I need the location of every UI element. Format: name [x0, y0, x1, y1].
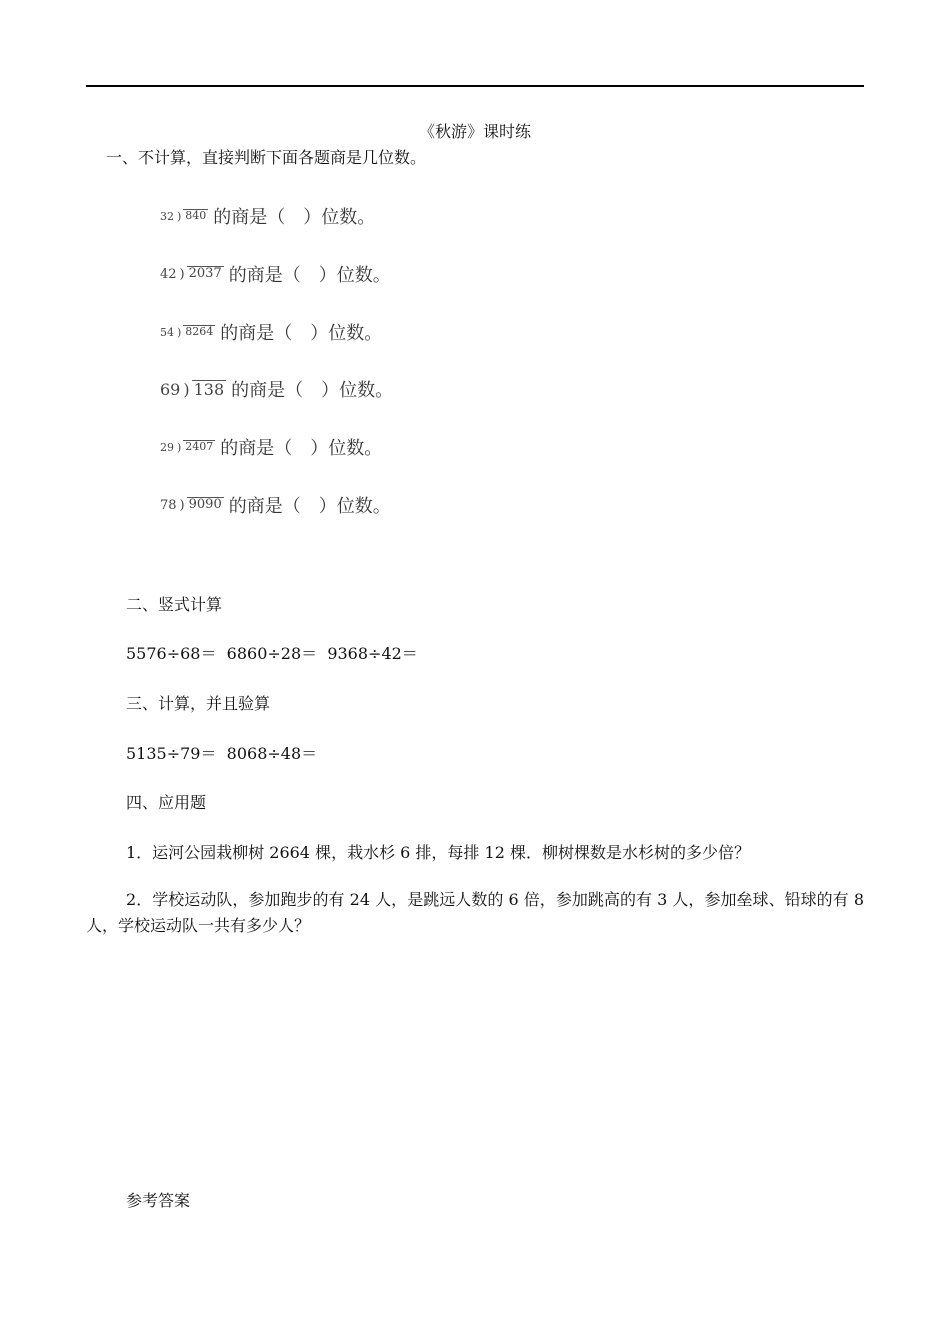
document-title: 《秋游》课时练 [418, 122, 531, 141]
division-bracket: ) [183, 379, 190, 399]
question-text: 的商是（ ）位数。 [220, 323, 383, 344]
question-text: 的商是（ ）位数。 [228, 265, 391, 286]
division-bracket: ) [177, 209, 182, 223]
dividend: 8264 [185, 325, 214, 339]
section-2-problems: 5576÷68＝ 6860÷28＝ 9368÷42＝ [126, 644, 418, 663]
divisor: 42 [160, 266, 177, 282]
division-bracket: ) [179, 266, 185, 282]
answers-heading: 参考答案 [126, 1191, 191, 1210]
division-item-2 [160, 259, 391, 289]
section-4-heading: 四、应用题 [126, 793, 207, 812]
dividend: 840 [185, 209, 207, 223]
divisor: 69 [160, 379, 181, 399]
question-text: 的商是（ ）位数。 [231, 380, 394, 401]
divisor: 78 [160, 497, 177, 513]
section-3-heading: 三、计算，并且验算 [126, 694, 271, 713]
division-bracket: ) [177, 440, 182, 454]
divisor: 54 [160, 325, 174, 339]
dividend: 138 [193, 379, 225, 399]
dividend: 9090 [188, 497, 222, 513]
division-item-3 [160, 317, 382, 347]
divisor: 29 [160, 440, 174, 454]
header-rule [86, 85, 864, 87]
section-1-heading: 一、不计算，直接判断下面各题商是几位数。 [106, 148, 427, 167]
section-3-problems: 5135÷79＝ 8068÷48＝ [126, 744, 318, 763]
division-bracket: ) [179, 497, 185, 513]
division-item-5 [160, 432, 382, 462]
section-2-heading: 二、竖式计算 [126, 595, 223, 614]
division-item-6 [160, 490, 391, 520]
division-bracket: ) [177, 325, 182, 339]
word-problem-2: 2．学校运动队，参加跑步的有 24 人，是跳远人数的 6 倍，参加跳高的有 3 人，参加垒球、铅球的有 8 人，学校运动队一共有多少人？ [86, 890, 864, 935]
question-text: 的商是（ ）位数。 [213, 207, 376, 228]
question-text: 的商是（ ）位数。 [228, 496, 391, 517]
dividend: 2407 [185, 440, 214, 454]
divisor: 32 [160, 209, 174, 223]
word-problem-1: 1．运河公园栽柳树 2664 棵，栽水杉 6 排，每排 12 棵．柳树棵数是水杉树的多少倍？ [126, 843, 750, 862]
question-text: 的商是（ ）位数。 [220, 438, 383, 459]
division-item-4 [160, 374, 393, 404]
division-item-1 [160, 201, 375, 231]
dividend: 2037 [188, 266, 222, 282]
